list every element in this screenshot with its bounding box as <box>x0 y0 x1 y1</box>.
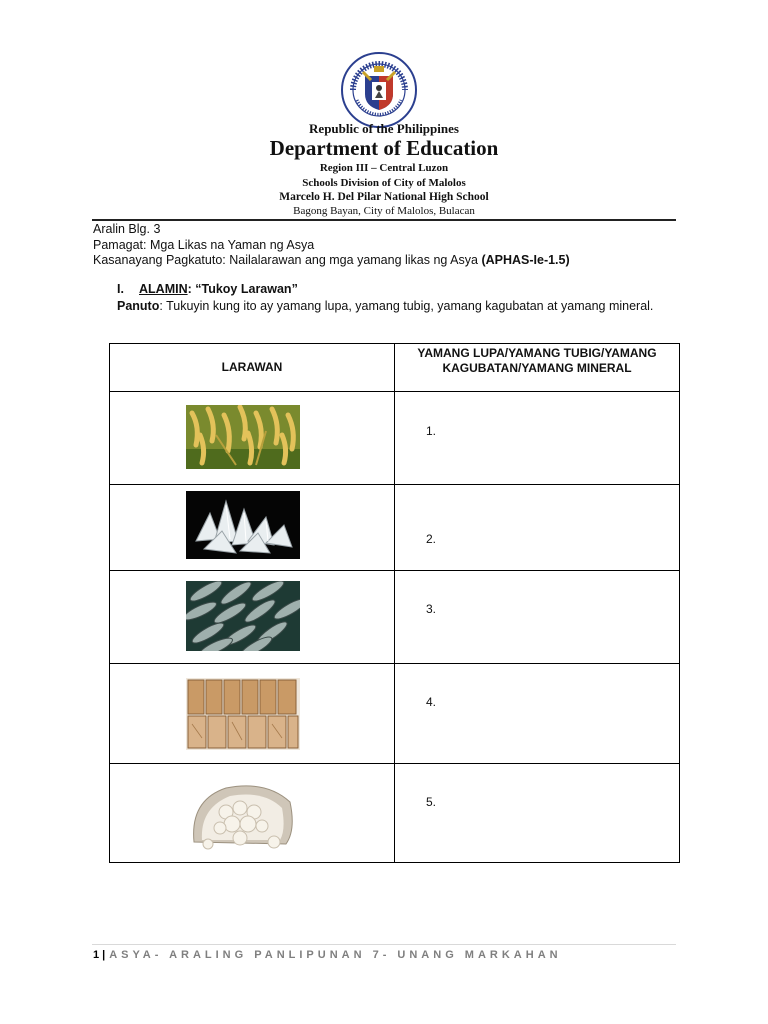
row-divider <box>110 763 679 764</box>
footer-text: ASYA- ARALING PANLIPUNAN 7- UNANG MARKAHAN <box>109 949 562 961</box>
answer-number: 4. <box>426 695 437 709</box>
answer-number: 2. <box>426 532 437 546</box>
section-title: ALAMIN <box>139 282 188 296</box>
section-number: I. <box>117 282 124 296</box>
quartz-crystal-image <box>186 491 300 559</box>
panuto-label: Panuto <box>117 299 160 313</box>
pamagat-line: Pamagat: Mga Likas na Yaman ng Asya <box>93 238 315 252</box>
column-header-yamang: YAMANG LUPA/YAMANG TUBIG/YAMANG KAGUBATAN/YAMANG MINERAL <box>417 346 657 375</box>
instructions <box>117 298 682 314</box>
answer-number: 5. <box>426 795 437 809</box>
column-header-larawan: LARAWAN <box>221 360 283 374</box>
answer-number: 3. <box>426 602 437 616</box>
aralin-line: Aralin Blg. 3 <box>93 222 161 236</box>
answer-number: 1. <box>426 424 437 438</box>
republic-heading: Republic of the Philippines <box>309 121 459 136</box>
section-sep: : <box>187 282 196 296</box>
section-heading <box>117 282 298 296</box>
rice-image <box>186 405 300 469</box>
kasanayang-line <box>93 253 570 267</box>
fish-image <box>186 581 300 651</box>
school-line: Marcelo H. Del Pilar National High School <box>279 191 489 203</box>
footer-divider <box>92 944 676 945</box>
activity-title: “Tukoy Larawan” <box>195 282 298 296</box>
pearls-image <box>186 780 300 852</box>
row-divider <box>110 391 679 392</box>
kasanayang-text: Kasanayang Pagkatuto: Nailalarawan ang mga yamang likas ng Asya <box>93 253 482 267</box>
lumber-image <box>186 678 300 750</box>
panuto-text: : Tukuyin kung ito ay yamang lupa, yamang tubig, yamang kagubatan at yamang mineral. <box>159 299 654 313</box>
page-footer <box>93 949 562 961</box>
row-divider <box>110 663 679 664</box>
footer-separator: | <box>102 949 106 961</box>
row-divider <box>110 484 679 485</box>
division-line: Schools Division of City of Malolos <box>302 177 466 189</box>
competency-code: (APHAS-Ie-1.5) <box>481 253 570 267</box>
department-title: Department of Education <box>269 136 499 160</box>
deped-seal-logo <box>341 52 417 128</box>
page-number: 1 <box>93 949 100 961</box>
address-line: Bagong Bayan, City of Malolos, Bulacan <box>293 205 475 217</box>
column-divider <box>394 344 395 862</box>
row-divider <box>110 570 679 571</box>
region-line: Region III – Central Luzon <box>319 162 449 174</box>
header-divider <box>92 219 676 221</box>
activity-table <box>109 343 680 863</box>
